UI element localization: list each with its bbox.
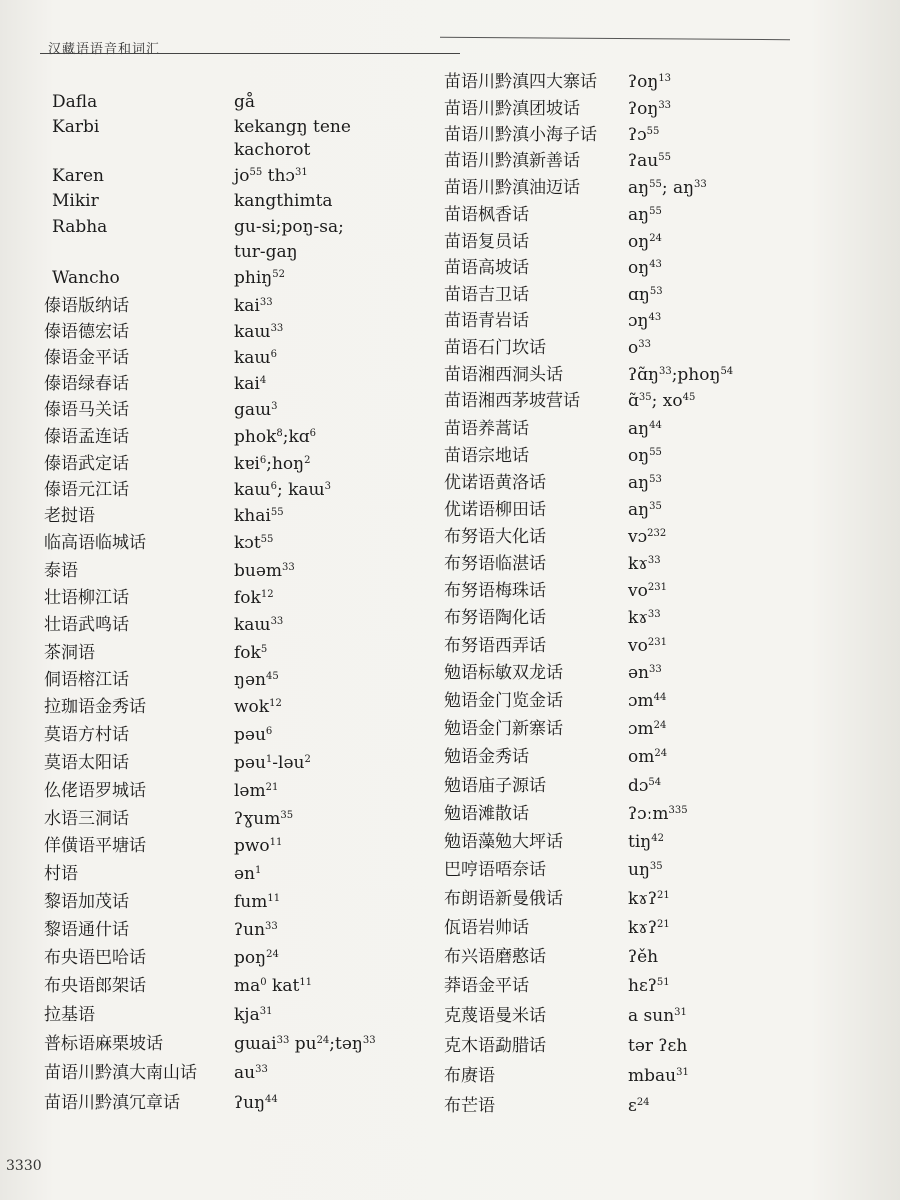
left-language-name: Wancho bbox=[52, 268, 120, 288]
left-phonetic-form: kja$^{31}$ bbox=[234, 1005, 273, 1025]
left-language-name: Rabha bbox=[52, 217, 108, 237]
right-phonetic-form: ʔau$^{55}$ bbox=[628, 151, 671, 171]
right-language-name: 布努语临湛话 bbox=[444, 554, 546, 574]
left-phonetic-form: tur-gaŋ bbox=[234, 242, 298, 262]
right-language-name: 布努语梅珠话 bbox=[444, 581, 546, 601]
left-language-name: 普标语麻栗坡话 bbox=[44, 1034, 163, 1054]
left-language-name: 布央语郎架话 bbox=[44, 976, 146, 996]
right-language-name: 苗语川黔滇油迈话 bbox=[444, 178, 580, 198]
right-phonetic-form: kɤ$^{33}$ bbox=[628, 608, 661, 628]
left-phonetic-form: ʔɣum$^{35}$ bbox=[234, 809, 294, 829]
right-language-name: 布努语大化话 bbox=[444, 527, 546, 547]
right-language-name: 布赓语 bbox=[444, 1066, 495, 1086]
left-phonetic-form: pəu$^1$-ləu$^2$ bbox=[234, 753, 311, 773]
left-phonetic-form: ʔun$^{33}$ bbox=[234, 920, 278, 940]
left-phonetic-form: phok$^8$;kɑ$^6$ bbox=[234, 427, 317, 447]
right-language-name: 布努语西弄话 bbox=[444, 636, 546, 656]
left-language-name: 临高语临城话 bbox=[44, 533, 146, 553]
right-language-name: 布芒语 bbox=[444, 1096, 495, 1116]
right-language-name: 勉语庙子源话 bbox=[444, 776, 546, 796]
left-phonetic-form: kaɯ$^{33}$ bbox=[234, 322, 284, 342]
right-phonetic-form: ɔm$^{44}$ bbox=[628, 691, 667, 711]
left-phonetic-form: wok$^{12}$ bbox=[234, 697, 282, 717]
right-language-name: 优诺语柳田话 bbox=[444, 500, 546, 520]
right-language-name: 苗语养蒿话 bbox=[444, 419, 529, 439]
right-language-name: 苗语吉卫话 bbox=[444, 285, 529, 305]
right-language-name: 苗语川黔滇新善话 bbox=[444, 151, 580, 171]
left-phonetic-form: pəu$^6$ bbox=[234, 725, 273, 745]
left-phonetic-form: kangthimta bbox=[234, 191, 333, 211]
right-phonetic-form: ən$^{33}$ bbox=[628, 663, 662, 683]
left-phonetic-form: ŋən$^{45}$ bbox=[234, 670, 279, 690]
right-language-name: 勉语金门新寨话 bbox=[444, 719, 563, 739]
right-language-name: 苗语川黔滇小海子话 bbox=[444, 125, 597, 145]
left-phonetic-form: gɯai$^{33}$ $pu^{24};təŋ^{33}$ bbox=[234, 1034, 376, 1054]
left-language-name: 仫佬语罗城话 bbox=[44, 781, 146, 801]
right-phonetic-form: $vo^{231}$ bbox=[628, 581, 667, 601]
left-language-name: 苗语川黔滇大南山话 bbox=[44, 1063, 197, 1083]
right-phonetic-form: ɑŋ$^{53}$ bbox=[628, 285, 663, 305]
left-phonetic-form: kaɯ$^{33}$ bbox=[234, 615, 284, 635]
right-phonetic-form: tər ʔɛh bbox=[628, 1036, 688, 1056]
left-language-name: 村语 bbox=[44, 864, 78, 884]
left-phonetic-form: gå bbox=[234, 92, 256, 112]
right-phonetic-form: tiŋ$^{42}$ bbox=[628, 832, 664, 852]
left-language-name: 水语三洞话 bbox=[44, 809, 129, 829]
right-phonetic-form: ɑ̃$^{35}$; $xo^{45}$ bbox=[628, 391, 696, 411]
left-phonetic-form: fum$^{11}$ bbox=[234, 892, 281, 912]
left-language-name: Karen bbox=[52, 166, 104, 186]
header-rule-right bbox=[440, 37, 790, 40]
right-language-name: 苗语湘西茅坡营话 bbox=[444, 391, 580, 411]
left-language-name: 拉珈语金秀话 bbox=[44, 697, 146, 717]
right-phonetic-form: $ʔɑ̃ŋ^{33};phoŋ^{54}$ bbox=[628, 365, 734, 385]
right-language-name: 苗语川黔滇四大寨话 bbox=[444, 72, 597, 92]
left-phonetic-form: kaɯ$^6$ bbox=[234, 348, 277, 368]
right-language-name: 苗语枫香话 bbox=[444, 205, 529, 225]
right-phonetic-form: $aŋ^{44}$ bbox=[628, 419, 662, 439]
left-phonetic-form: khai$^{55}$ bbox=[234, 506, 284, 526]
right-language-name: 佤语岩帅话 bbox=[444, 918, 529, 938]
left-language-name: 莫语太阳话 bbox=[44, 753, 129, 773]
left-phonetic-form: buəm$^{33}$ bbox=[234, 561, 295, 581]
left-phonetic-form: $au^{33}$ bbox=[234, 1063, 268, 1083]
left-phonetic-form: gaɯ$^3$ bbox=[234, 400, 278, 420]
left-language-name: 傣语马关话 bbox=[44, 400, 129, 420]
left-language-name: Karbi bbox=[52, 117, 100, 137]
right-phonetic-form: $o^{33}$ bbox=[628, 338, 651, 358]
left-language-name: 黎语加茂话 bbox=[44, 892, 129, 912]
left-phonetic-form: kekangŋ tene bbox=[234, 117, 351, 137]
left-language-name: 傣语德宏话 bbox=[44, 322, 129, 342]
right-phonetic-form: hɛʔ$^{51}$ bbox=[628, 976, 670, 996]
right-phonetic-form: $uŋ^{35}$ bbox=[628, 860, 663, 880]
left-language-name: 傣语金平话 bbox=[44, 348, 129, 368]
left-phonetic-form: phiŋ$^{52}$ bbox=[234, 268, 285, 288]
left-language-name: 茶洞语 bbox=[44, 643, 95, 663]
header-rule bbox=[40, 53, 460, 54]
right-phonetic-form: vɔ$^{232}$ bbox=[628, 527, 667, 547]
right-language-name: 巴哼语唔奈话 bbox=[444, 860, 546, 880]
left-phonetic-form: kɔt$^{55}$ bbox=[234, 533, 274, 553]
right-language-name: 克蔑语曼米话 bbox=[444, 1006, 546, 1026]
running-head: 汉藏语语音和词汇 bbox=[48, 42, 161, 57]
right-phonetic-form: kɤʔ$^{21}$ bbox=[628, 918, 670, 938]
left-language-name: 泰语 bbox=[44, 561, 78, 581]
left-phonetic-form: fok$^5$ bbox=[234, 643, 268, 663]
right-language-name: 苗语高坡话 bbox=[444, 258, 529, 278]
left-language-name: 黎语通什话 bbox=[44, 920, 129, 940]
left-phonetic-form: ʔuŋ$^{44}$ bbox=[234, 1093, 278, 1113]
left-phonetic-form: gu-si;poŋ-sa; bbox=[234, 217, 344, 237]
right-language-name: 苗语宗地话 bbox=[444, 446, 529, 466]
right-phonetic-form: $oŋ^{43}$ bbox=[628, 258, 662, 278]
left-phonetic-form: kai$^4$ bbox=[234, 374, 267, 394]
right-phonetic-form: dɔ$^{54}$ bbox=[628, 776, 662, 796]
left-language-name: 傣语孟连话 bbox=[44, 427, 129, 447]
right-language-name: 优诺语黄洛话 bbox=[444, 473, 546, 493]
right-language-name: 克木语勐腊话 bbox=[444, 1036, 546, 1056]
left-phonetic-form: $jo^{55}$ thɔ$^{31}$ bbox=[234, 166, 308, 186]
right-language-name: 勉语金门览金话 bbox=[444, 691, 563, 711]
left-language-name: 傣语武定话 bbox=[44, 454, 129, 474]
right-language-name: 苗语石门坎话 bbox=[444, 338, 546, 358]
right-phonetic-form: $aŋ^{55}$; $aŋ^{33}$ bbox=[628, 178, 707, 198]
left-language-name: 傣语绿春话 bbox=[44, 374, 129, 394]
right-phonetic-form: $aŋ^{53}$ bbox=[628, 473, 662, 493]
right-phonetic-form: ʔɔːm$^{335}$ bbox=[628, 804, 688, 824]
right-language-name: 苗语复员话 bbox=[444, 232, 529, 252]
right-language-name: 苗语湘西洞头话 bbox=[444, 365, 563, 385]
page-number: 3330 bbox=[6, 1158, 42, 1174]
left-language-name: 侗语榕江话 bbox=[44, 670, 129, 690]
left-phonetic-form: poŋ$^{24}$ bbox=[234, 948, 279, 968]
right-phonetic-form: $oŋ^{55}$ bbox=[628, 446, 662, 466]
left-phonetic-form: pwo$^{11}$ bbox=[234, 836, 283, 856]
right-phonetic-form: mbau$^{31}$ bbox=[628, 1066, 689, 1086]
left-phonetic-form: ən$^1$ bbox=[234, 864, 262, 884]
right-phonetic-form: a sun$^{31}$ bbox=[628, 1006, 687, 1026]
right-language-name: 勉语藻勉大坪话 bbox=[444, 832, 563, 852]
right-language-name: 勉语滩散话 bbox=[444, 804, 529, 824]
right-phonetic-form: $vo^{231}$ bbox=[628, 636, 667, 656]
left-language-name: 莫语方村话 bbox=[44, 725, 129, 745]
left-phonetic-form: $ma^0$ kat$^{11}$ bbox=[234, 976, 313, 996]
right-phonetic-form: ʔěh bbox=[628, 947, 659, 967]
left-phonetic-form: fok$^{12}$ bbox=[234, 588, 274, 608]
left-language-name: 傣语元江话 bbox=[44, 480, 129, 500]
right-phonetic-form: $aŋ^{55}$ bbox=[628, 205, 662, 225]
right-phonetic-form: $om^{24}$ bbox=[628, 747, 668, 767]
left-language-name: 拉基语 bbox=[44, 1005, 95, 1025]
left-phonetic-form: ləm$^{21}$ bbox=[234, 781, 279, 801]
right-language-name: 布努语陶化话 bbox=[444, 608, 546, 628]
left-language-name: 老挝语 bbox=[44, 506, 95, 526]
right-language-name: 苗语川黔滇团坡话 bbox=[444, 99, 580, 119]
left-phonetic-form: kachorot bbox=[234, 140, 311, 160]
left-language-name: 苗语川黔滇冗章话 bbox=[44, 1093, 180, 1113]
right-phonetic-form: ɔm$^{24}$ bbox=[628, 719, 667, 739]
left-language-name: 壮语武鸣话 bbox=[44, 615, 129, 635]
right-phonetic-form: kɤ$^{33}$ bbox=[628, 554, 661, 574]
right-language-name: 莽语金平话 bbox=[444, 976, 529, 996]
left-phonetic-form: kɐi$^6$;hoŋ$^2$ bbox=[234, 454, 311, 474]
left-language-name: 壮语柳江话 bbox=[44, 588, 129, 608]
right-language-name: 苗语青岩话 bbox=[444, 311, 529, 331]
left-language-name: 布央语巴哈话 bbox=[44, 948, 146, 968]
left-language-name: 傣语版纳话 bbox=[44, 296, 129, 316]
right-language-name: 布朗语新曼俄话 bbox=[444, 889, 563, 909]
right-language-name: 布兴语磨憨话 bbox=[444, 947, 546, 967]
right-phonetic-form: kɤʔ$^{21}$ bbox=[628, 889, 670, 909]
right-phonetic-form: $aŋ^{35}$ bbox=[628, 500, 662, 520]
right-phonetic-form: ɔŋ$^{43}$ bbox=[628, 311, 662, 331]
right-phonetic-form: ɛ$^{24}$ bbox=[628, 1096, 650, 1116]
left-phonetic-form: kaɯ$^6$; kaɯ$^3$ bbox=[234, 480, 332, 500]
right-phonetic-form: ʔɔ$^{55}$ bbox=[628, 125, 660, 145]
right-language-name: 勉语标敏双龙话 bbox=[444, 663, 563, 683]
right-phonetic-form: $oŋ^{24}$ bbox=[628, 232, 662, 252]
left-language-name: Mikir bbox=[52, 191, 99, 211]
left-language-name: Dafla bbox=[52, 92, 98, 112]
right-language-name: 勉语金秀话 bbox=[444, 747, 529, 767]
right-phonetic-form: ʔoŋ$^{13}$ bbox=[628, 72, 672, 92]
left-language-name: 佯僙语平塘话 bbox=[44, 836, 146, 856]
right-phonetic-form: ʔoŋ$^{33}$ bbox=[628, 99, 672, 119]
left-phonetic-form: kai$^{33}$ bbox=[234, 296, 273, 316]
